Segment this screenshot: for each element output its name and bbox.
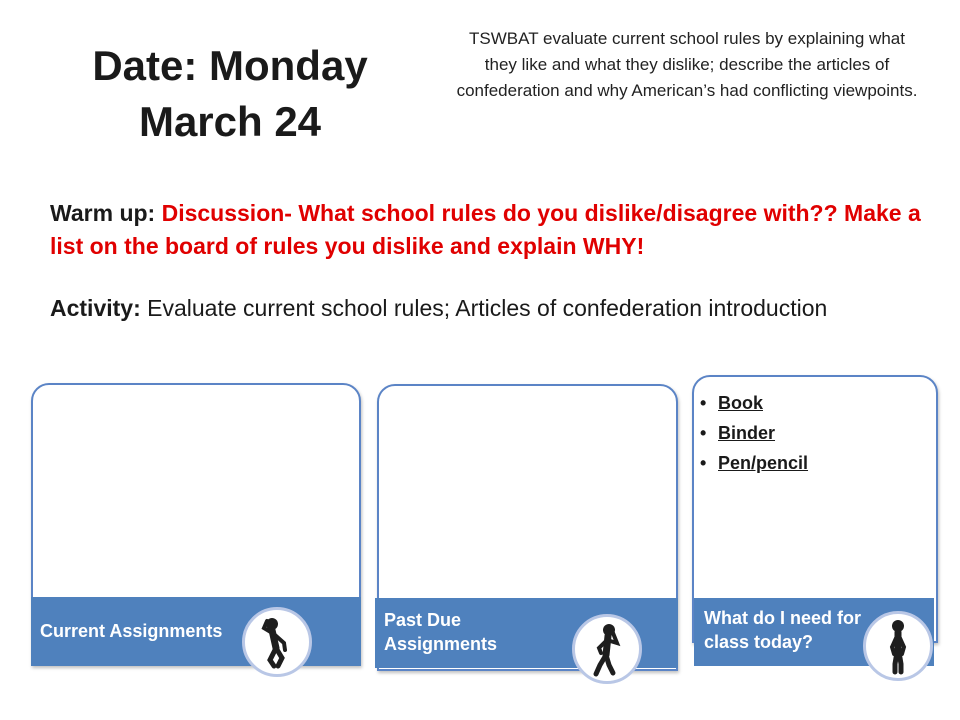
thinking-figure-icon (242, 607, 312, 677)
current-assignments-band (31, 597, 361, 666)
supply-book: Book (718, 393, 763, 413)
supplies-list (700, 388, 808, 478)
activity-label: Activity: (50, 295, 148, 321)
list-item: • Pen/pencil (700, 453, 809, 473)
standing-figure-icon (863, 611, 933, 681)
activity-text: Evaluate current school rules; Articles of confederation introduction (147, 295, 828, 321)
supply-pen-pencil: Pen/pencil (718, 453, 809, 473)
warmup-section (50, 197, 930, 263)
warmup-label: Warm up: (50, 200, 162, 226)
title-line-2: March 24 (138, 98, 322, 145)
current-assignments-label: Current Assignments (40, 621, 223, 641)
warmup-text: Discussion- What school rules do you dislike/disagree with?? Make a list on the board of rules you dislike and explain WHY! (50, 200, 921, 259)
page-title (40, 38, 420, 150)
activity-section (50, 293, 930, 324)
list-item: • Binder (700, 423, 776, 443)
title-line-1: Date: Monday (92, 42, 368, 89)
class-supplies-label: What do I need for class today? (704, 608, 861, 652)
list-item: • Book (700, 393, 763, 413)
supply-binder: Binder (718, 423, 776, 443)
learning-objective: TSWBAT evaluate current school rules by explaining what they like and what they dislike; describe the articles of confederation and why American’s had conflicting viewpoints. (456, 29, 918, 100)
past-due-assignments-label: Past Due Assignments (384, 610, 498, 654)
pondering-figure-icon (572, 614, 642, 684)
